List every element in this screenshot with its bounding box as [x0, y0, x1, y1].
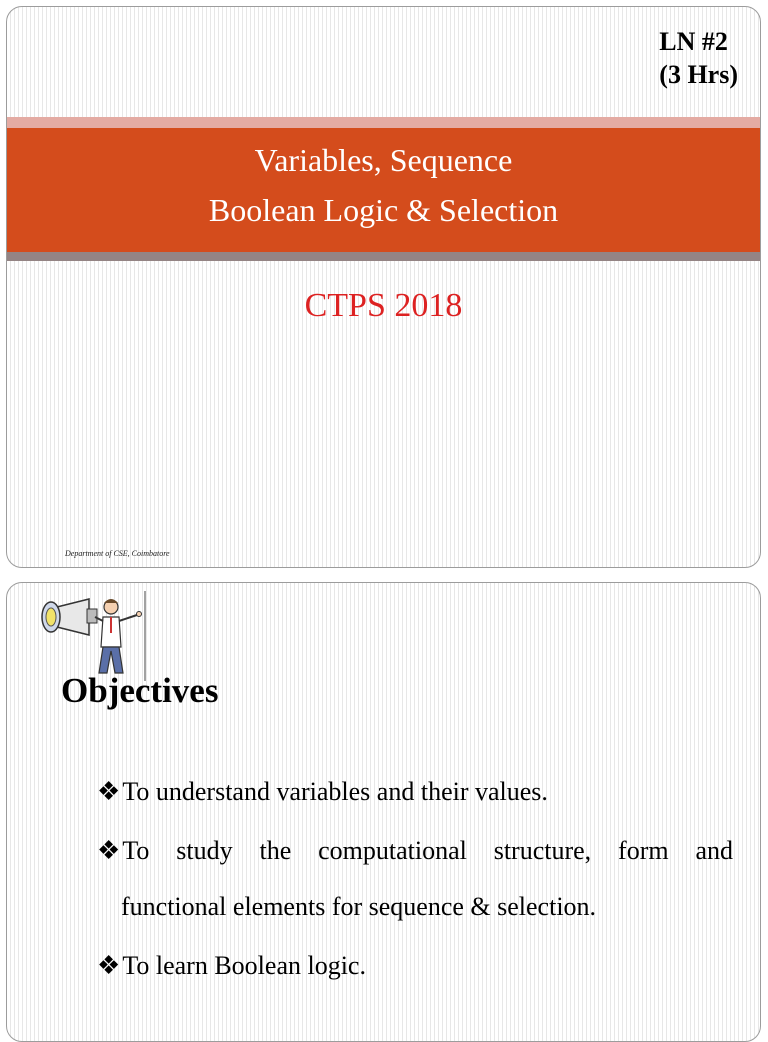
bullet-diamond-icon: ❖ [97, 777, 121, 806]
title-band [7, 128, 760, 252]
list-item-text-line1: ❖To study the computational structure, form and [97, 835, 733, 865]
person-with-megaphone-icon [37, 589, 149, 681]
list-item [97, 837, 733, 922]
title-band-top-stripe [7, 117, 760, 128]
objectives-slide [6, 582, 761, 1042]
list-item-text: To learn Boolean logic. [122, 950, 366, 980]
lecture-number-badge [659, 25, 738, 91]
course-code: CTPS 2018 [304, 287, 463, 324]
slide-title-line1: Variables, Sequence [254, 142, 513, 178]
objectives-heading: Objectives [61, 671, 219, 710]
department-footer: Department of CSE, Coimbatore [65, 549, 170, 558]
lecture-number: LN #2 [659, 27, 728, 56]
lecture-duration: (3 Hrs) [659, 60, 738, 90]
list-item-text: To understand variables and their values. [122, 777, 548, 806]
objectives-list [97, 778, 733, 1010]
title-slide [6, 6, 761, 568]
slide-title-line2: Boolean Logic & Selection [208, 191, 559, 228]
title-band-bottom-stripe [7, 252, 760, 261]
bullet-diamond-icon: ❖ [97, 835, 121, 865]
list-item [97, 952, 733, 981]
list-item-text-line2: functional elements for sequence & selection. [121, 892, 597, 922]
bullet-diamond-icon: ❖ [97, 950, 121, 980]
list-item [97, 778, 733, 807]
